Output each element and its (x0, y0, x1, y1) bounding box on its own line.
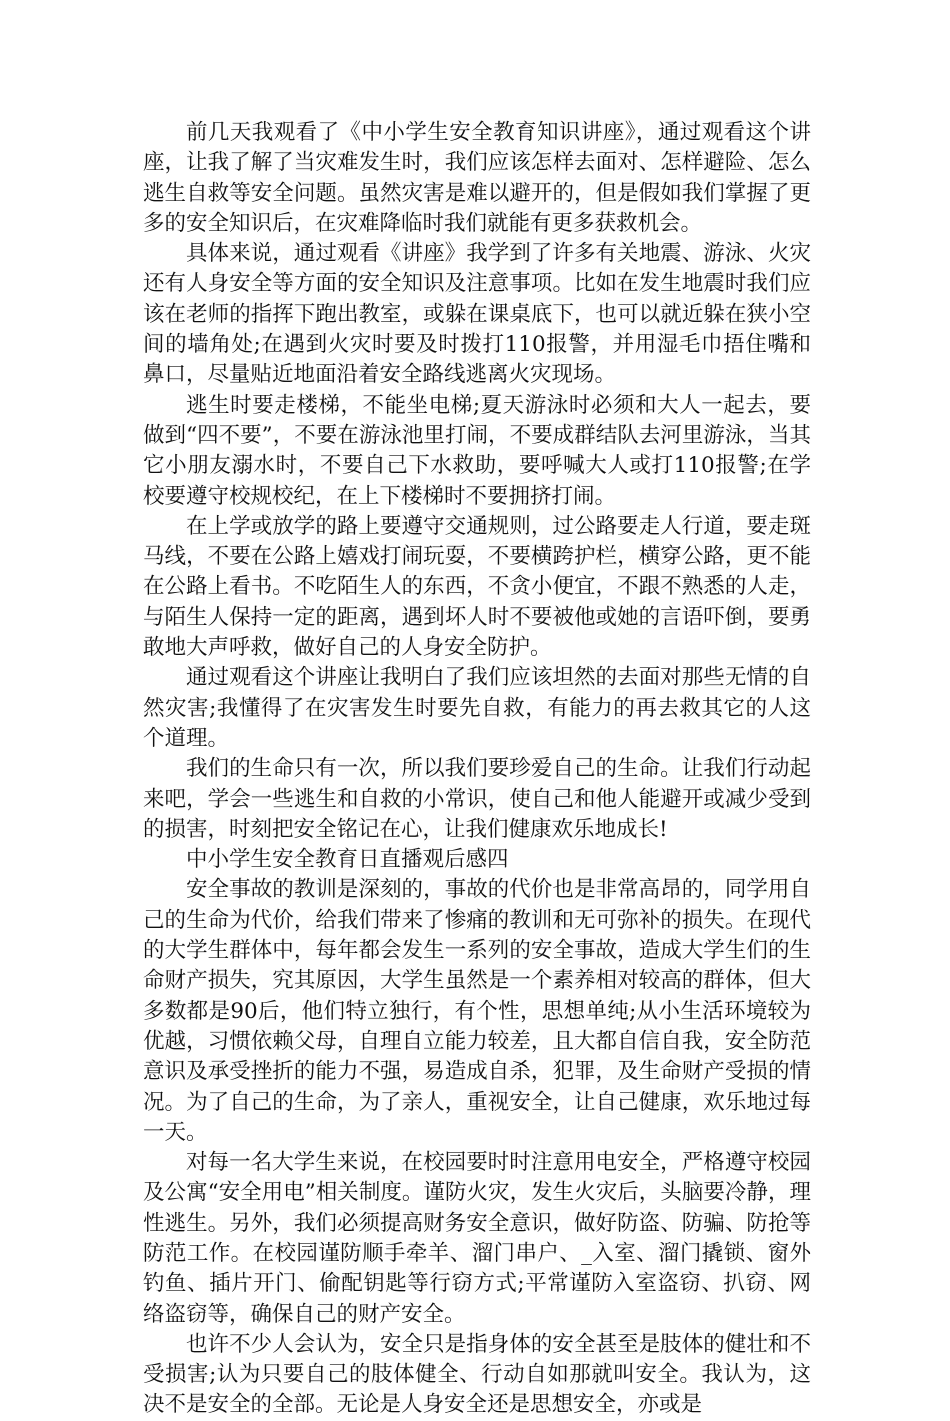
paragraph-knowledge-learned: 具体来说，通过观看《讲座》我学到了许多有关地震、游泳、火灾还有人身安全等方面的安全知识及注意事项。比如在发生地震时我们应该在老师的指挥下跑出教室，或躲在课桌底下，也可以就近躲在狭小空间的墙角处;在遇到火灾时要及时拨打110报警，并用湿毛巾捂住嘴和鼻口，尽量贴近地面沿着安全路线逃离火灾现场。 (143, 241, 811, 388)
paragraph-escape-swimming: 逃生时要走楼梯，不能坐电梯;夏天游泳时必须和大人一起去，要做到“四不要”，不要在游泳池里打闹，不要成群结队去河里游泳，当其它小朋友溺水时，不要自己下水救助，要呼喊大人或打110报警;在学校要遵守校规校纪，在上下楼梯时不要拥挤打闹。 (143, 392, 811, 509)
section-heading: 中小学生安全教育日直播观后感四 (186, 847, 509, 873)
paragraph-accident-lessons: 安全事故的教训是深刻的，事故的代价也是非常高昂的，同学用自己的生命为代价，给我们带来了惨痛的教训和无可弥补的损失。在现代的大学生群体中，每年都会发生一系列的安全事故，造成大学生们的生命财产损失，究其原因，大学生虽然是一个素养相对较高的群体，但大多数都是90后，他们特立独行，有个性，思想单纯;从小生活环境较为优越，习惯依赖父母，自理自立能力较差，且大都自信自我，安全防范意识及承受挫折的能力不强，易造成自杀，犯罪，及生命财产受损的情况。为了自己的生命，为了亲人，重视安全，让自己健康，欢乐地过每一天。 (143, 877, 811, 1145)
paragraph-lecture-intro: 前几天我观看了《中小学生安全教育知识讲座》，通过观看这个讲座，让我了解了当灾难发生时，我们应该怎样去面对、怎样避险、怎么逃生自救等安全问题。虽然灾害是难以避开的，但是假如我们掌握了更多的安全知识后，在灾难降临时我们就能有更多获救机会。 (143, 120, 811, 236)
paragraph-safety-meaning: 也许不少人会认为，安全只是指身体的安全甚至是肢体的健壮和不受损害;认为只要自己的肢体健全、行动自如那就叫安全。我认为，这决不是安全的全部。无论是人身安全还是思想安全，亦或是 (143, 1331, 811, 1418)
paragraph-traffic-strangers: 在上学或放学的路上要遵守交通规则，过公路要走人行道，要走斑马线，不要在公路上嬉戏打闹玩耍，不要横跨护栏，横穿公路，更不能在公路上看书。不吃陌生人的东西，不贪小便宜，不跟不熟悉的人走，与陌生人保持一定的距离，遇到坏人时不要被他或她的言语吓倒，要勇敢地大声呼救，做好自己的人身安全防护。 (143, 513, 811, 661)
paragraph-cherish-life: 我们的生命只有一次，所以我们要珍爱自己的生命。让我们行动起来吧，学会一些逃生和自救的小常识，使自己和他人能避开或减少受到的损害，时刻把安全铭记在心，让我们健康欢乐地成长! (143, 756, 811, 842)
paragraph-campus-safety: 对每一名大学生来说，在校园要时时注意用电安全，严格遵守校园及公寓“安全用电”相关制度。谨防火灾，发生火灾后，头脑要冷静，理性逃生。另外，我们必须提高财务安全意识，做好防盗、防骗、防抢等防范工作。在校园谨防顺手牵羊、溜门串户、_入室、溜门撬锁、窗外钓鱼、插片开门、偷配钥匙等行窃方式;平常谨防入室盗窃、扒窃、网络盗窃等，确保自己的财产安全。 (143, 1150, 811, 1327)
document-body (143, 118, 811, 1421)
paragraph-self-rescue: 通过观看这个讲座让我明白了我们应该坦然的去面对那些无情的自然灾害;我懂得了在灾害发生时要先自救，有能力的再去救其它的人这个道理。 (143, 665, 811, 751)
